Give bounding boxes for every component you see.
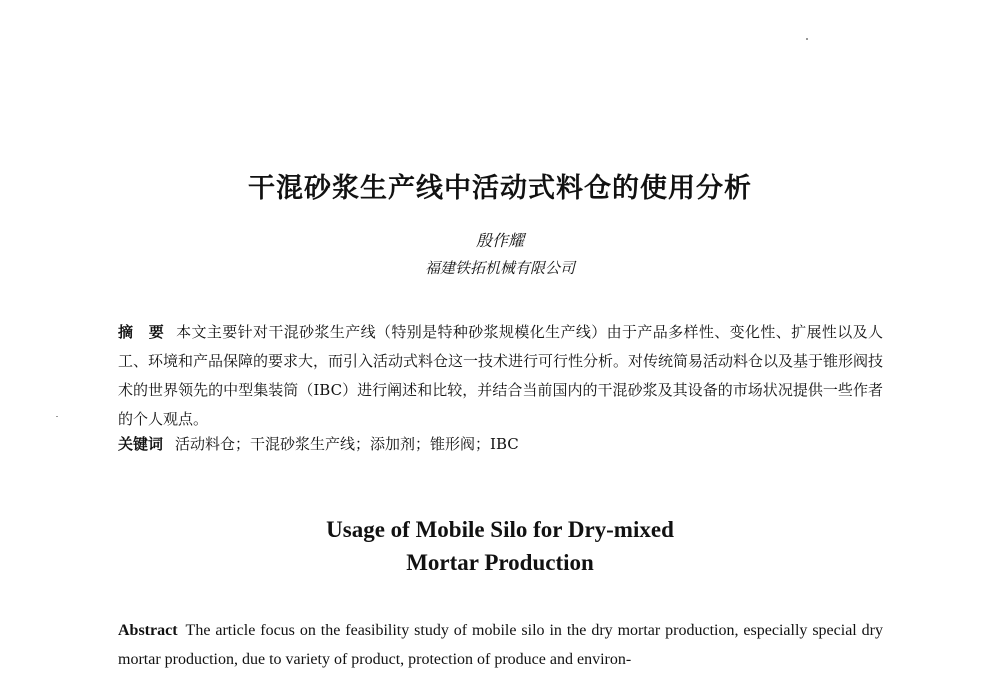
chinese-keywords	[118, 432, 883, 456]
english-title	[0, 513, 1000, 579]
chinese-abstract-label: 摘 要	[118, 323, 165, 341]
scan-speck	[806, 38, 808, 40]
english-abstract-label: Abstract	[118, 622, 178, 639]
chinese-keywords-text: 活动料仓；干混砂浆生产线；添加剂；锥形阀；IBC	[175, 435, 519, 453]
author-name: 殷作耀	[475, 231, 524, 250]
english-abstract	[118, 616, 883, 674]
english-title-line-2: Mortar Production	[406, 550, 594, 575]
chinese-abstract	[118, 318, 883, 434]
chinese-abstract-text: 本文主要针对干混砂浆生产线（特别是特种砂浆规模化生产线）由于产品多样性、变化性、扩展性以及人工、环境和产品保障的要求大，而引入活动式料仓这一技术进行可行性分析。对传统简易活动料仓以及基于锥形阀技术的世界领先的中型集装筒（IBC）进行阐述和比较，并结合当前国内的干混砂浆及其设备的市场状况提供一些作者的个人观点。	[118, 323, 884, 428]
scan-mark	[56, 416, 58, 417]
english-abstract-text: The article focus on the feasibility study of mobile silo in the dry mortar production, especially special dry mortar production, due to variety of product, protection of produce and environ-	[118, 622, 883, 668]
english-title-line-1: Usage of Mobile Silo for Dry-mixed	[326, 517, 674, 542]
author-affiliation: 福建铁拓机械有限公司	[424, 259, 575, 277]
chinese-keywords-label: 关键词	[118, 435, 164, 453]
chinese-title: 干混砂浆生产线中活动式料仓的使用分析	[248, 173, 752, 204]
